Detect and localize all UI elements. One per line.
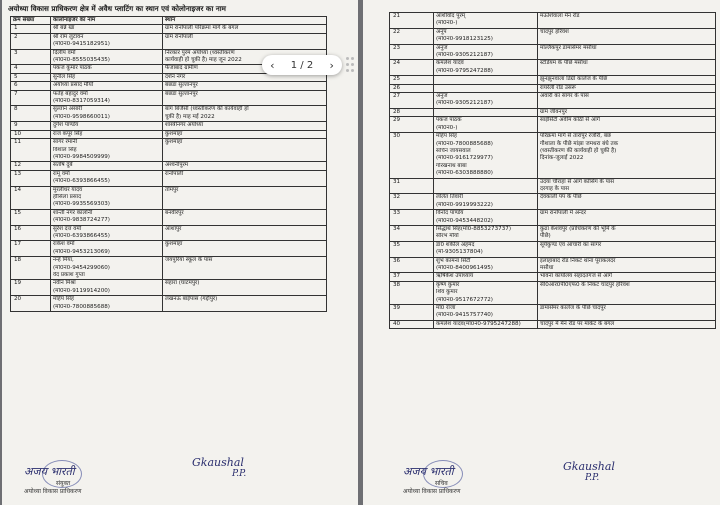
row-serial: 37 (390, 273, 434, 281)
place-line: पीछे) (540, 233, 551, 240)
name-line: सुल्तान अंसारी (53, 106, 83, 113)
row-colonizer-name (434, 281, 538, 304)
row-colonizer-name (434, 108, 538, 116)
name-line: सौरभ मौर्या (436, 233, 459, 240)
name-line: कृष्ण कुमार (436, 281, 460, 288)
row-place (163, 186, 327, 209)
name-line: (मो0नं0-7800885688) (436, 140, 493, 147)
chevron-left-icon[interactable]: ‹ (270, 58, 275, 72)
row-serial: 36 (390, 257, 434, 273)
name-line: वेद प्रकाश गुप्ता (53, 272, 85, 278)
row-serial: 19 (11, 280, 51, 296)
signature-right: Gkaushal P.P. (563, 460, 615, 483)
row-place (163, 82, 327, 90)
row-colonizer-name (434, 28, 538, 44)
row-place (538, 133, 716, 178)
row-serial: 3 (11, 49, 51, 65)
place-line: रानोपाली (165, 170, 184, 177)
row-serial: 27 (390, 93, 434, 109)
row-place (163, 225, 327, 241)
place-line: कुशमाहा (165, 241, 183, 248)
row-serial: 1 (11, 25, 51, 33)
name-line: (मो0नं0-6393866455) (53, 178, 110, 185)
place-line: झुनझुनवाला डिग्री कालेज के पीछे (540, 76, 608, 83)
table-row (11, 170, 327, 186)
row-place (163, 25, 327, 33)
drag-handle-icon[interactable] (346, 57, 356, 73)
table-row (390, 108, 716, 116)
row-colonizer-name (434, 133, 538, 178)
row-colonizer-name (434, 13, 538, 29)
row-place (163, 139, 327, 162)
table-row (11, 82, 327, 90)
row-colonizer-name (434, 76, 538, 84)
row-colonizer-name (51, 296, 163, 312)
name-line: महिप सिंह (436, 133, 457, 140)
table-row (390, 13, 716, 29)
name-line: दुर्गेश पाण्डेय (53, 122, 79, 129)
row-place (163, 130, 327, 138)
row-colonizer-name (434, 84, 538, 92)
row-place (538, 241, 716, 257)
row-colonizer-name (434, 60, 538, 76)
name-line (436, 109, 535, 116)
name-line: (मो0नं0-9838724277) (53, 217, 110, 224)
place-line: गौशाला के पीछे मांझा जमथरा बंधे तक (540, 140, 619, 147)
row-colonizer-name (434, 44, 538, 60)
row-colonizer-name (51, 130, 163, 138)
table-row (11, 122, 327, 130)
name-line: फतेह बहादुर वर्मा (53, 90, 88, 97)
name-line: हौसिला प्रसाद (53, 193, 82, 200)
row-serial: 23 (390, 44, 434, 60)
place-line: फैजाबाद ग्रामीण (165, 65, 198, 72)
name-line: (मो0नं0-9919993222) (436, 201, 493, 208)
name-line: (मो0नं0-8400961495) (436, 265, 493, 271)
table-row (11, 130, 327, 138)
row-colonizer-name (51, 257, 163, 280)
header-place: स्थान (163, 17, 327, 25)
row-serial: 31 (390, 178, 434, 194)
name-line: राज कपूर सिंह (53, 130, 83, 137)
place-line: दर्शन नगर (165, 73, 186, 80)
table-row (390, 320, 716, 328)
place-line: डामासेमर कालेज के पीछे चांदपुर (540, 305, 606, 312)
row-place (538, 305, 716, 321)
row-place (163, 280, 327, 296)
name-line (436, 85, 535, 92)
place-line: कार्यवाही हो चुकी है) माह जून 2022 (165, 57, 242, 64)
table-row (11, 241, 327, 257)
table-row (390, 117, 716, 133)
signature-left: अजय भारती संयुक्त अयोध्या विकास प्राधिकरण (24, 465, 82, 495)
place-line: बनवीरपुर (165, 209, 184, 216)
row-place (538, 60, 716, 76)
place-line: साईसिटी अवीम कोठी से आगे (540, 117, 600, 124)
row-colonizer-name (434, 178, 538, 194)
document-page-1 (2, 0, 358, 505)
row-serial: 6 (11, 82, 51, 90)
row-serial: 20 (11, 296, 51, 312)
table-row (390, 281, 716, 304)
row-colonizer-name (434, 273, 538, 281)
row-place (538, 273, 716, 281)
place-line: तोमपुर (165, 186, 179, 193)
name-line: नवीन मिश्रा (53, 280, 76, 287)
row-colonizer-name (434, 93, 538, 109)
name-line: राकेश वर्मा (53, 241, 75, 248)
name-line: मो0 राजा (436, 305, 456, 312)
name-line: (मो0नं0-9984509999) (53, 153, 110, 160)
row-place (538, 76, 716, 84)
page-indicator: 1 / 2 (290, 59, 314, 71)
table-row (11, 162, 327, 170)
row-place (538, 44, 716, 60)
name-line: रामू वर्मा (53, 170, 70, 177)
row-colonizer-name (51, 73, 163, 81)
place-line: चांदपुर में मेन रोड पर मार्केट के बगल (540, 320, 615, 327)
row-place (538, 84, 716, 92)
row-place (163, 122, 327, 130)
name-line: गोरखनाथ बाबा (436, 162, 467, 169)
name-line: (मो0नं0-9305212187) (436, 100, 493, 107)
row-colonizer-name (51, 65, 163, 73)
name-line: अनुज (436, 93, 448, 100)
place-line: अश्वनीपुरम (165, 162, 189, 169)
name-line: (मो0नं0-8317059314) (53, 98, 110, 105)
row-place (163, 257, 327, 280)
chevron-right-icon[interactable]: › (329, 58, 334, 72)
row-place (538, 225, 716, 241)
name-line: शुभ कामना सिटी (436, 257, 471, 264)
table-row (390, 273, 716, 281)
row-serial: 14 (11, 186, 51, 209)
name-line: सचिन जायसवाल (436, 147, 471, 154)
row-serial: 5 (11, 73, 51, 81)
row-place (538, 281, 716, 304)
row-colonizer-name (51, 122, 163, 130)
table-row (11, 139, 327, 162)
table-row (390, 210, 716, 226)
row-colonizer-name (434, 117, 538, 133)
row-colonizer-name (51, 25, 163, 33)
place-line: कुशमाहा (165, 139, 183, 146)
place-line: परिक्रमा मार्ग से तारापुर रजौरी, बछ (540, 133, 611, 140)
row-serial: 22 (390, 28, 434, 44)
row-place (538, 257, 716, 273)
row-serial: 7 (11, 90, 51, 106)
name-line: (मो0नं0-9918123125) (436, 36, 493, 43)
row-serial: 17 (11, 241, 51, 257)
place-line: मसौधा (540, 265, 554, 271)
name-line: विनोद पाण्डेय (436, 210, 464, 217)
name-line: (मो0नं0-6393866455) (53, 232, 110, 239)
table-row (390, 241, 716, 257)
row-place (163, 241, 327, 257)
row-serial: 29 (390, 117, 434, 133)
table-row (390, 178, 716, 194)
name-line: दिलीप वर्मा (53, 49, 76, 56)
name-line: विशाल सिंह (53, 146, 77, 153)
name-line: ऋषिकेश उपाध्याय (436, 273, 474, 280)
place-line: सहारा (घाटमपुर) (165, 280, 200, 287)
name-line: (मो0नं0-9119914200) (53, 287, 110, 294)
table-row (11, 106, 327, 122)
name-line: सिद्धार्थ सिंह(मो0-8853273737) (436, 225, 512, 232)
place-line: ग्राम रानोपाली परिक्रमा मार्ग के बगल (165, 25, 239, 32)
name-line: (मो0नं0-9453448202) (436, 217, 493, 224)
row-serial: 32 (390, 194, 434, 210)
name-line: (मो0नं0-9453213069) (53, 248, 110, 255)
row-serial: 26 (390, 84, 434, 92)
row-colonizer-name (434, 257, 538, 273)
row-serial: 12 (11, 162, 51, 170)
table-row (11, 280, 327, 296)
row-colonizer-name (51, 106, 163, 122)
name-line: (मो0नं0-9415182951) (53, 41, 110, 48)
place-line: चुकी है) माह मई 2022 (165, 113, 215, 120)
row-colonizer-name (51, 170, 163, 186)
name-line: कमलेश यादव (436, 60, 464, 67)
row-serial: 21 (390, 13, 434, 29)
signature-left: अजय भारती सचिव अयोध्या विकास प्राधिकरण (403, 465, 461, 495)
row-serial: 33 (390, 210, 434, 226)
name-line: अयोध्या प्रसाद मौर्या (53, 82, 94, 89)
row-colonizer-name (434, 241, 538, 257)
row-colonizer-name (51, 90, 163, 106)
name-line: शान्ती नगर कालोनी (53, 209, 93, 216)
row-colonizer-name (51, 209, 163, 225)
row-colonizer-name (51, 82, 163, 90)
name-line: सुरेश दत्त वर्मा (53, 225, 82, 232)
row-serial: 4 (11, 65, 51, 73)
name-line: सागर रमानी (53, 139, 78, 146)
table-row (11, 33, 327, 49)
row-place (163, 209, 327, 225)
row-serial: 28 (390, 108, 434, 116)
row-serial: 16 (11, 225, 51, 241)
table-header-row (11, 17, 327, 25)
table-row (390, 28, 716, 44)
table-row (11, 25, 327, 33)
row-serial: 2 (11, 33, 51, 49)
table-row (390, 60, 716, 76)
row-serial: 18 (11, 257, 51, 280)
place-line: भावना कार्यालय सहादतगंज से आगे (540, 273, 612, 280)
row-serial: 10 (11, 130, 51, 138)
row-colonizer-name (51, 162, 163, 170)
row-serial: 39 (390, 305, 434, 321)
table-row (390, 44, 716, 60)
place-line: बछडा सुल्तानपुर (165, 82, 198, 89)
table-row (390, 257, 716, 273)
table-row (390, 133, 716, 178)
table-row (11, 209, 327, 225)
place-line: रायरेली रोड उसरू (540, 84, 576, 91)
table-row (390, 76, 716, 84)
document-page-2 (363, 0, 720, 505)
place-line: बछडा सुल्तानपुर (165, 90, 198, 97)
row-place (538, 13, 716, 29)
place-line: ग्राम रानोपाली में अन्दर (540, 210, 587, 217)
place-line: स्टेडियम के पीछे मसौधा (540, 60, 588, 67)
place-line: दरगाह के पास (540, 185, 570, 192)
place-line: इलाहाबाद रोड निकट थाना पूराकलंदर (540, 257, 616, 264)
row-serial: 25 (390, 76, 434, 84)
row-colonizer-name (51, 280, 163, 296)
header-sn: क्रम संख्या (11, 17, 51, 25)
place-line: मल्लिकपुर डामासेमर मसौधा (540, 44, 597, 51)
name-line: ललित तिवारी (436, 194, 463, 201)
place-line: सूर्यकुण्ड एवं आचारी का सागर (540, 241, 602, 248)
row-colonizer-name (434, 194, 538, 210)
name-line: आशीर्वाद पुरम् (436, 13, 466, 19)
row-serial: 13 (11, 170, 51, 186)
table-row (390, 225, 716, 241)
name-line: अनुज (436, 44, 448, 51)
row-colonizer-name (51, 186, 163, 209)
name-line: (मो0नं0-9517672772) (436, 296, 493, 303)
name-line: (मो0नं0-9305212187) (436, 52, 493, 59)
row-place (163, 162, 327, 170)
name-line: (मो-9305137804) (436, 249, 483, 256)
name-line: (मो0नं0-) (436, 124, 458, 131)
place-line: चांदपुर हरिवंश (540, 28, 569, 35)
row-serial: 8 (11, 106, 51, 122)
row-place (538, 108, 716, 116)
row-serial: 15 (11, 209, 51, 225)
header-name: कालोनाइजर का नाम (51, 17, 163, 25)
row-place (538, 28, 716, 44)
place-line: अवारी का सागर के पास (540, 93, 589, 100)
row-place (163, 106, 327, 122)
row-place (538, 178, 716, 194)
row-place (163, 90, 327, 106)
name-line: (मो0नं0-9454299060) (53, 264, 110, 271)
name-line: श्री राम लुटावन (53, 33, 84, 40)
row-colonizer-name (51, 49, 163, 65)
name-line (436, 76, 535, 83)
row-colonizer-name (51, 139, 163, 162)
row-serial: 40 (390, 320, 434, 328)
name-line: महिप सिंह (53, 296, 74, 303)
place-line: मऊशिवाला मेन रोड (540, 13, 580, 19)
row-place (538, 320, 716, 328)
page-navigator (262, 55, 342, 75)
row-place (538, 93, 716, 109)
row-colonizer-name (434, 305, 538, 321)
table-row (11, 186, 327, 209)
place-line: कुढा केशवपुर (प्राधिकरण की भूमि के (540, 225, 616, 232)
name-line: नन्हे मियां, (53, 257, 74, 264)
row-place (538, 194, 716, 210)
name-line: (मो0नं0-7800885688) (53, 303, 110, 310)
name-line: शिव कुमार (436, 289, 458, 296)
name-line: (मो0नं0-) (436, 20, 458, 27)
name-line: (मो0नं0-8555035435) (53, 57, 110, 64)
table-row (390, 93, 716, 109)
place-line: कुशमाहा (165, 130, 183, 137)
row-colonizer-name (51, 33, 163, 49)
colonizer-table-continued (389, 12, 716, 329)
row-serial: 38 (390, 281, 434, 304)
page-title: अयोध्या विकास प्राधिकरण क्षेत्र में अवैध प्लाटिंग का स्थान एवं कोलोनाइजर का नाम (8, 4, 226, 13)
table-row (11, 257, 327, 280)
name-line: (मो0नं0-9415757740) (436, 312, 493, 319)
name-line: डा0 शकील अहमद (436, 241, 475, 248)
table-row (390, 84, 716, 92)
name-line: (मो0नं0-6303888880) (436, 170, 493, 177)
name-line: पंकज पाठक (436, 117, 462, 124)
row-colonizer-name (51, 241, 163, 257)
name-line: संतोष दुबे (53, 162, 73, 169)
name-line: (मो0नं0-9598660011) (53, 113, 110, 120)
table-row (390, 194, 716, 210)
row-serial: 30 (390, 133, 434, 178)
name-line (436, 179, 535, 186)
table-row (390, 305, 716, 321)
name-line: पंकज कुमार पाठक (53, 65, 92, 72)
place-line: बाग बिजैसी (ध्वस्तीकरण की कार्यवाही हो (165, 106, 249, 113)
place-line: उदया चौराहा से आगे कॉसिंग के पास (540, 178, 615, 185)
place-line: सी0आर0पी0एफ0 के निकट चांदपुर हरिवंश (540, 281, 630, 288)
table-row (11, 90, 327, 106)
place-line: दिनांक-जुलाई 2022 (540, 155, 584, 162)
name-line: मुरलीधर यादव (53, 186, 83, 193)
row-serial: 24 (390, 60, 434, 76)
name-line: श्री बन्ने खां (53, 25, 75, 32)
table-row (11, 296, 327, 312)
row-serial: 35 (390, 241, 434, 257)
row-colonizer-name (51, 225, 163, 241)
place-line: ग्राम रानोपाली (165, 33, 193, 40)
row-place (538, 210, 716, 226)
row-serial: 9 (11, 122, 51, 130)
place-line: निरंकार पुरम अयोध्या (ध्वस्तीकरण (165, 49, 235, 56)
place-line: ग्राम जीवनपुर (540, 108, 568, 115)
place-line: (ध्वस्तीकरण की कार्यवाही हो चुकी है) (540, 147, 617, 154)
place-line: आशापुर (165, 225, 182, 232)
place-line: लखनऊ बाईपास (गद्दौपुर) (165, 296, 218, 303)
place-line: जयपुरिया स्कूल के पास (165, 257, 213, 264)
name-line: सुनील सिंह (53, 73, 76, 80)
name-line: (मो0नं0-9161729977) (436, 155, 493, 162)
place-line: देवकाली पंप के पीछे (540, 194, 582, 201)
row-serial: 11 (11, 139, 51, 162)
place-line: शास्त्रीनगर अयोध्या (165, 122, 204, 129)
row-colonizer-name (434, 225, 538, 241)
row-colonizer-name (434, 210, 538, 226)
signature-right: Gkaushal P.P. (192, 456, 247, 479)
name-line: (मो0नं0-9935569303) (53, 201, 110, 208)
row-place (163, 33, 327, 49)
table-row (11, 225, 327, 241)
row-colonizer-name (434, 320, 538, 328)
row-place (163, 170, 327, 186)
row-place (538, 117, 716, 133)
row-serial: 34 (390, 225, 434, 241)
row-place (163, 296, 327, 312)
name-line: (मो0नं0-9795247288) (436, 67, 493, 74)
name-line: कमलेश यादव(मो0नं0-9795247288) (436, 320, 521, 327)
name-line: अनूप (436, 28, 447, 35)
